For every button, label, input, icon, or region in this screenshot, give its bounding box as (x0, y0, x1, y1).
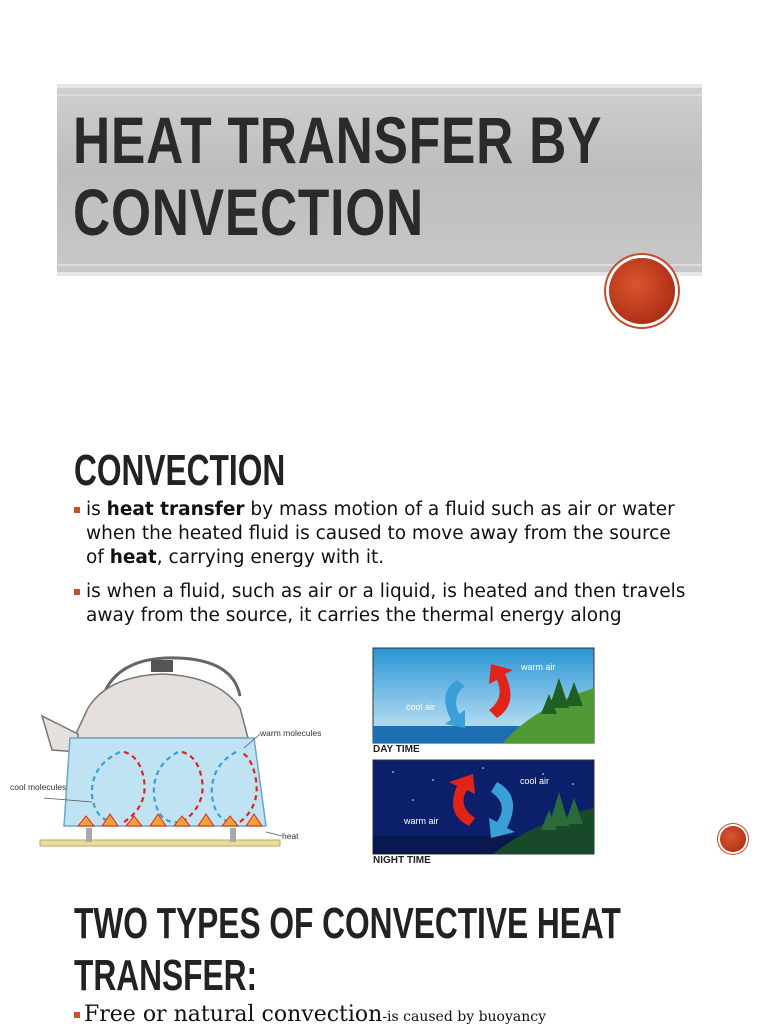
slide-title-line2: CONVECTION (73, 175, 425, 249)
label-cool-molecules: cool molecules (10, 782, 67, 792)
section-heading-two-types-line2: TRANSFER: (74, 951, 258, 1000)
text-segment: , carrying energy with it. (156, 547, 385, 568)
convection-bullet-list (74, 498, 694, 638)
bold-term: heat transfer (106, 499, 245, 520)
day-warm-air-label: warm air (521, 662, 556, 672)
bullet-text (86, 581, 685, 626)
day-time-caption: DAY TIME (373, 744, 420, 755)
decorative-circle-small (720, 826, 746, 852)
bold-term: heat (109, 547, 157, 568)
title-banner (57, 84, 702, 276)
section-heading-two-types-line1: TWO TYPES OF CONVECTIVE HEAT (74, 899, 621, 948)
slide-title-line1: HEAT TRANSFER BY (73, 103, 603, 177)
kettle-convection-illustration (8, 656, 322, 856)
night-cool-air-label: cool air (520, 776, 550, 786)
bullet-free-convection-term: Free or natural convection (84, 1002, 383, 1027)
bullet-item-1 (74, 498, 694, 570)
slide-title (73, 104, 602, 248)
night-warm-air-label: warm air (404, 816, 439, 826)
text-segment: is (86, 499, 107, 520)
bullet-marker (74, 589, 80, 595)
bullet-free-convection-definition: -is caused by buoyancy (382, 1009, 547, 1025)
bullet-text (86, 499, 675, 568)
section-heading-convection: CONVECTION (74, 446, 286, 495)
section-heading-two-types (74, 898, 621, 1002)
label-heat: heat (282, 831, 299, 841)
text-segment: by mass motion of a fluid such as air or water when the heated fluid is caused to move away from the source of (86, 499, 675, 568)
lid-knob (151, 660, 173, 672)
bullet-item-2 (74, 580, 694, 628)
label-warm-molecules: warm molecules (260, 728, 322, 738)
decorative-circle-large (609, 258, 675, 324)
day-time-panel (373, 648, 594, 743)
day-cool-air-label: cool air (406, 702, 436, 712)
text-segment: is when a fluid, such as air or a liquid, is heated and then travels away from the source, it carries the thermal energy along (86, 581, 686, 626)
bullet-free-convection (74, 1002, 546, 1027)
night-time-caption: NIGHT TIME (373, 855, 431, 866)
night-time-panel (373, 760, 594, 854)
bullet-marker (74, 507, 80, 513)
bullet-marker (74, 1012, 80, 1018)
